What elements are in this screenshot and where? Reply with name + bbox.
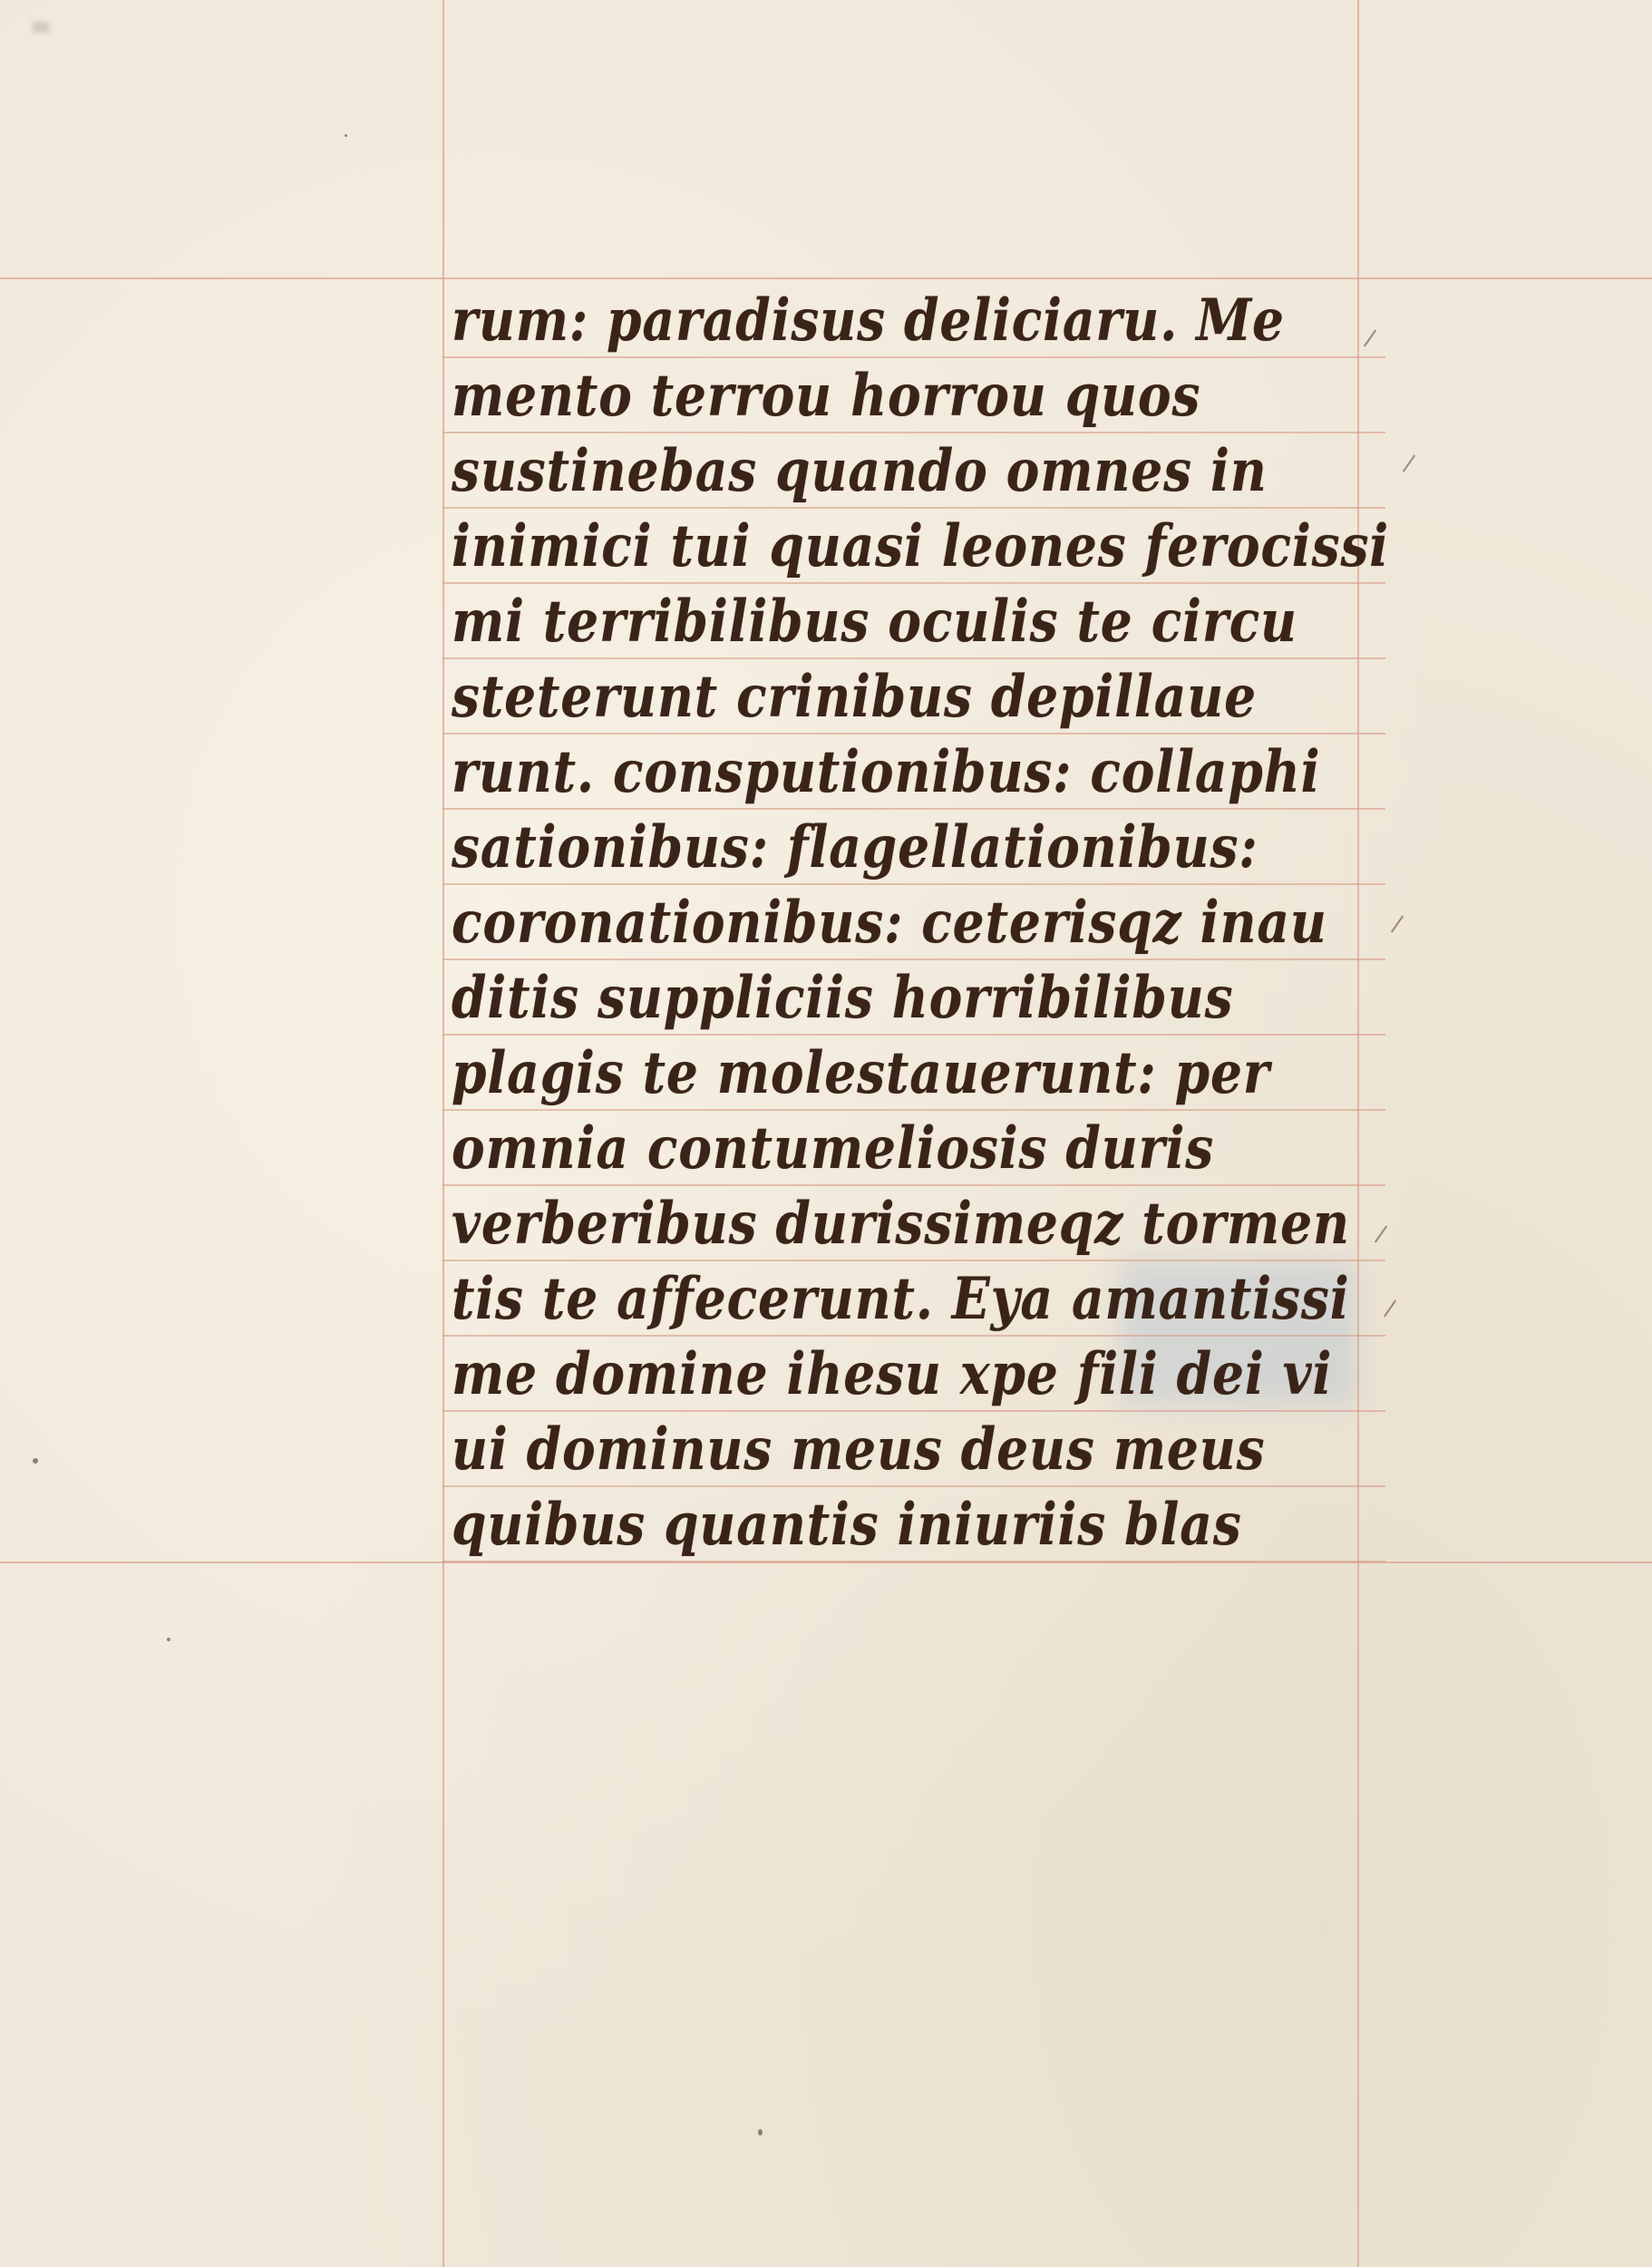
text-line xyxy=(442,1337,1385,1412)
text-line xyxy=(442,1036,1385,1111)
text-line-content: verberibus durissimeqz tormen xyxy=(452,1190,1350,1258)
text-line-content: mento terrou horrou quos xyxy=(452,362,1201,430)
smudge-mark xyxy=(33,22,49,33)
text-line-content: sationibus: flagellationibus: xyxy=(452,813,1258,881)
speck xyxy=(33,1458,38,1464)
text-line-content: inimici tui quasi leones ferocissi xyxy=(452,512,1390,580)
text-line xyxy=(442,283,1385,358)
text-line-content: quibus quantis iniuriis blas xyxy=(452,1491,1242,1559)
text-line-content: rum: paradisus deliciaru. Me xyxy=(452,287,1285,355)
text-block xyxy=(442,283,1390,1571)
text-line xyxy=(442,960,1385,1036)
text-line-content: runt. consputionibus: collaphi xyxy=(452,738,1321,806)
text-line-content: steterunt crinibus depillaue xyxy=(452,663,1257,731)
text-line xyxy=(442,659,1385,735)
text-line xyxy=(442,1412,1385,1487)
text-line-content: plagis te molestauerunt: per xyxy=(452,1039,1270,1107)
speck xyxy=(758,2129,763,2136)
speck xyxy=(167,1638,170,1641)
speck xyxy=(345,134,347,137)
text-line xyxy=(442,1186,1385,1261)
text-line xyxy=(442,584,1385,659)
text-line xyxy=(442,1261,1385,1337)
text-line xyxy=(442,358,1385,433)
text-line xyxy=(442,509,1390,584)
text-line xyxy=(442,1111,1385,1186)
text-line xyxy=(442,885,1385,960)
text-line xyxy=(442,735,1385,810)
text-line-content: mi terribilibus oculis te circu xyxy=(452,588,1297,656)
top-ruling-line xyxy=(0,277,1652,279)
text-line xyxy=(442,810,1385,885)
text-line xyxy=(442,1487,1385,1562)
text-line-content: omnia contumeliosis duris xyxy=(452,1114,1215,1182)
text-line-content: ui dominus meus deus meus xyxy=(452,1416,1266,1484)
text-line-content: coronationibus: ceterisqz inau xyxy=(452,889,1327,957)
text-line-content: me domine ihesu xpe fili dei vi xyxy=(452,1340,1333,1408)
text-line-content: sustinebas quando omnes in xyxy=(452,437,1268,505)
margin-tick-mark xyxy=(1403,454,1415,472)
text-line xyxy=(442,433,1385,509)
text-line-content: tis te affecerunt. Eya amantissi xyxy=(452,1265,1350,1333)
text-line-content: ditis suppliciis horribilibus xyxy=(452,964,1234,1032)
